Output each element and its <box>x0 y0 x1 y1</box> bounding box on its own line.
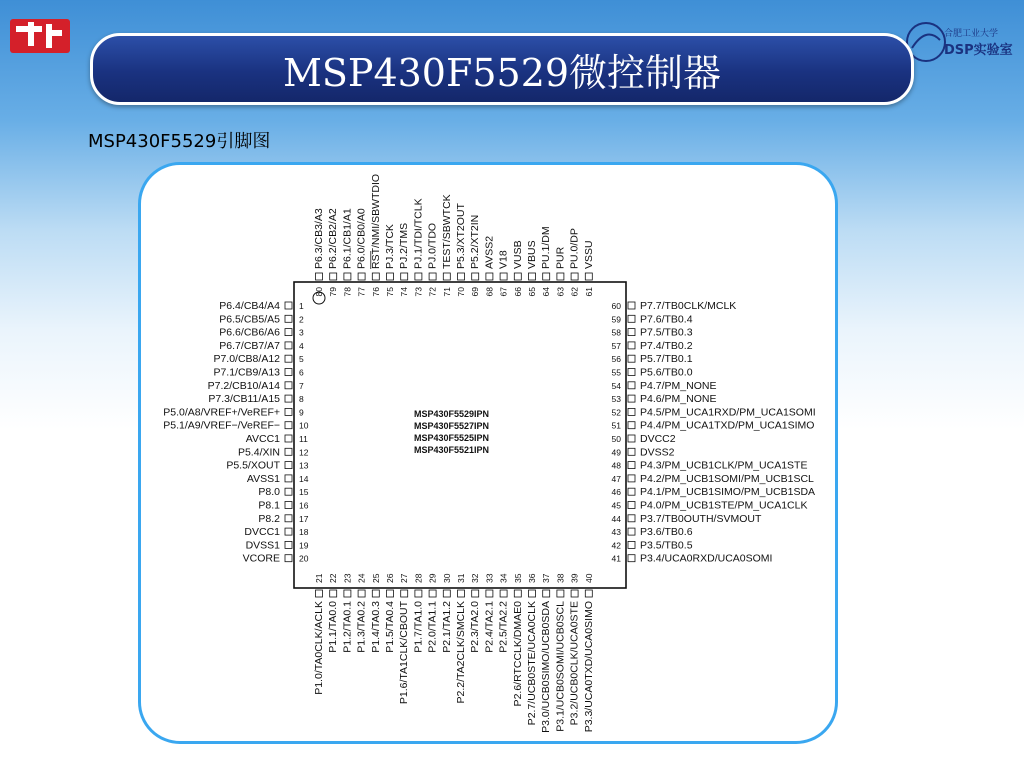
pin-pad <box>628 541 635 548</box>
pin-number-top: 66 <box>512 287 523 297</box>
slide-subtitle: MSP430F5529引脚图 <box>88 131 271 152</box>
pin-pad <box>543 273 550 280</box>
pin-pad <box>628 315 635 322</box>
pin-label-right: P4.5/PM_UCA1RXD/PM_UCA1SOMI <box>640 406 816 419</box>
pin-label-right: DVSS2 <box>640 446 675 459</box>
pin-number-bottom: 27 <box>399 573 410 583</box>
pin-number-left: 19 <box>299 540 309 551</box>
pin-number-top: 68 <box>484 287 495 297</box>
pin-number-right: 60 <box>611 301 621 311</box>
pin-number-bottom: 21 <box>314 573 324 583</box>
pin-label-top: P6.1/CB1/A1 <box>341 208 354 269</box>
pin-label-right: P7.5/TB0.3 <box>640 326 693 339</box>
pin-pad <box>344 590 351 597</box>
pin-pad <box>500 273 507 280</box>
pin-number-right: 58 <box>611 327 621 338</box>
pin-number-bottom: 31 <box>456 573 466 583</box>
pin-label-left: P7.0/CB8/A12 <box>213 353 280 366</box>
pin-number-right: 45 <box>611 500 621 511</box>
pin-label-top: PJ.1/TDI/TCLK <box>412 198 425 269</box>
pin-pad <box>316 273 323 280</box>
pin-pad <box>628 528 635 535</box>
pin-label-bottom: P1.0/TA0CLK/ACLK <box>313 601 325 695</box>
pin-label-left: DVSS1 <box>245 539 280 552</box>
pin-number-top: 69 <box>470 287 481 297</box>
pin-label-left: VCORE <box>242 552 280 565</box>
pin-pad <box>401 273 408 280</box>
pin-pad <box>529 590 536 597</box>
pin-number-right: 51 <box>611 420 621 431</box>
pin-pad <box>628 355 635 362</box>
pin-label-right: P5.6/TB0.0 <box>640 366 693 379</box>
pin-label-right: P4.4/PM_UCA1TXD/PM_UCA1SIMO <box>640 419 815 432</box>
pin-number-top: 75 <box>385 287 395 297</box>
pin-label-bottom: P2.4/TA2.1 <box>483 601 496 653</box>
pin-label-top: P6.2/CB2/A2 <box>327 208 340 269</box>
pin-pad <box>285 502 292 509</box>
pin-number-right: 43 <box>611 527 621 538</box>
pin-pad <box>514 273 521 280</box>
pin-number-left: 1 <box>299 301 304 311</box>
pin-number-bottom: 30 <box>441 573 452 583</box>
pin-number-right: 55 <box>611 367 621 378</box>
pin-pad <box>628 342 635 349</box>
pin-number-left: 3 <box>299 327 304 338</box>
pin-pad <box>500 590 507 597</box>
logo-line1: 合肥工业大学 <box>944 29 999 39</box>
pin-pad <box>401 590 408 597</box>
pin-label-right: P3.5/TB0.5 <box>640 539 693 552</box>
pin-pad <box>443 590 450 597</box>
pin-label-left: AVCC1 <box>245 433 280 445</box>
pin-pad <box>344 273 351 280</box>
pin-pad <box>628 395 635 402</box>
pin-number-bottom: 40 <box>583 573 594 583</box>
pin-label-top: AVSS2 <box>483 235 496 269</box>
pin-pad <box>285 369 292 376</box>
pin-pad <box>285 555 292 562</box>
pin-number-bottom: 25 <box>370 573 381 583</box>
pin-label-bottom: P2.0/TA1.1 <box>426 601 439 653</box>
pin-number-left: 9 <box>299 407 304 418</box>
pin-label-left: P5.4/XIN <box>237 446 280 459</box>
pin-pad <box>285 355 292 362</box>
pin-label-bottom: P2.2/TA2CLK/SMCLK <box>455 601 467 704</box>
pin-number-top: 65 <box>527 287 537 297</box>
pin-label-top: VSSU <box>582 240 595 269</box>
pin-label-left: P5.0/A8/VREF+/VeREF+ <box>163 406 280 419</box>
pin-number-left: 13 <box>299 460 309 471</box>
pin-number-left: 18 <box>299 527 309 538</box>
pin-number-bottom: 32 <box>470 573 481 583</box>
pin-pad <box>486 273 493 280</box>
pin-pad <box>628 422 635 429</box>
pin-number-left: 17 <box>299 513 309 524</box>
pin-number-top: 71 <box>441 287 452 297</box>
pinout-diagram <box>141 165 835 741</box>
pin-label-bottom: P2.5/TA2.2 <box>497 601 510 653</box>
university-logo <box>8 16 76 56</box>
pin-pad <box>628 475 635 482</box>
part-number: MSP430F5525IPN <box>414 433 490 443</box>
pin-pad <box>585 273 592 280</box>
pin-pad <box>486 590 493 597</box>
pin-label-top: PUR <box>554 246 567 269</box>
pin-number-right: 48 <box>611 460 621 471</box>
pin-pad <box>458 273 465 280</box>
pin-pad <box>429 273 436 280</box>
pin-number-bottom: 34 <box>498 573 509 583</box>
pin-number-right: 52 <box>611 407 621 418</box>
dsp-lab-logo <box>904 18 1016 66</box>
pinout-diagram-frame <box>138 162 838 744</box>
pin-label-left: P5.1/A9/VREF−/VeREF− <box>163 419 280 432</box>
pin-pad <box>557 273 564 280</box>
pin-label-right: P4.7/PM_NONE <box>640 379 717 392</box>
pin-label-left: DVCC1 <box>244 526 280 539</box>
pin-label-left: P8.0 <box>258 486 280 499</box>
pin-label-left: P7.1/CB9/A13 <box>213 366 280 379</box>
pin-label-top: PU.1/DM <box>540 226 553 269</box>
pin-pad <box>628 555 635 562</box>
pin-label-left: AVSS1 <box>246 472 280 485</box>
pin-label-bottom: P1.5/TA0.4 <box>384 601 396 653</box>
pin-pad <box>285 382 292 389</box>
pin-label-right: P5.7/TB0.1 <box>640 353 693 366</box>
pin-pad <box>429 590 436 597</box>
pin-number-top: 76 <box>370 287 381 297</box>
pin-pad <box>285 448 292 455</box>
pin-label-right: P3.4/UCA0RXD/UCA0SOMI <box>640 552 773 565</box>
pin-number-top: 70 <box>456 287 466 297</box>
pin-number-top: 62 <box>569 287 580 297</box>
pin-label-top: P5.3/XT2OUT <box>455 203 467 269</box>
pin-label-bottom: P3.0/UCB0SIMO/UCB0SDA <box>540 601 553 733</box>
pin-number-right: 44 <box>611 513 621 524</box>
pin-pad <box>372 273 379 280</box>
pin-number-left: 5 <box>299 354 304 365</box>
pin-number-right: 47 <box>611 473 621 484</box>
slide-title: MSP430F5529微控制器 <box>282 50 722 95</box>
pin-number-bottom: 24 <box>356 573 367 583</box>
pin-label-top: PJ.3/TCK <box>384 224 396 269</box>
pin-number-top: 67 <box>498 287 509 297</box>
pin-label-right: P4.6/PM_NONE <box>640 393 717 406</box>
pin-label-left: P6.4/CB4/A4 <box>219 300 280 312</box>
pin-label-bottom: P2.3/TA2.0 <box>469 601 482 653</box>
pin-number-top: 63 <box>555 287 566 297</box>
pin-number-right: 59 <box>611 314 621 325</box>
pin-number-top: 79 <box>328 287 339 297</box>
pin-label-bottom: P1.3/TA0.2 <box>355 601 368 653</box>
pin-number-left: 4 <box>299 340 304 351</box>
pin-number-bottom: 28 <box>413 573 424 583</box>
pin-pad <box>472 590 479 597</box>
pin-label-left: P6.5/CB5/A5 <box>219 313 280 326</box>
pin-label-right: P3.7/TB0OUTH/SVMOUT <box>640 512 762 525</box>
pin-pad <box>415 590 422 597</box>
pin-pad <box>443 273 450 280</box>
pin-pad <box>285 329 292 336</box>
pin-pad <box>472 273 479 280</box>
pin-number-right: 50 <box>611 434 621 444</box>
pin-number-right: 41 <box>611 553 621 564</box>
pin-label-bottom: P1.7/TA1.0 <box>412 601 425 653</box>
pin-pad <box>285 435 292 442</box>
pin-number-left: 7 <box>299 380 304 391</box>
pin-pad <box>285 422 292 429</box>
pin-pad <box>557 590 564 597</box>
pin-pad <box>529 273 536 280</box>
pin-number-left: 15 <box>299 487 309 498</box>
pin-label-bottom: P1.4/TA0.3 <box>369 601 382 653</box>
pin-number-top: 78 <box>342 287 353 297</box>
pin-number-left: 8 <box>299 394 304 405</box>
pin-pad <box>285 528 292 535</box>
pin-number-top: 80 <box>314 287 324 297</box>
pin-pad <box>628 448 635 455</box>
pin-number-top: 61 <box>583 287 594 297</box>
pin-number-bottom: 33 <box>484 573 495 583</box>
pin-pad <box>628 462 635 469</box>
pin-number-bottom: 22 <box>328 573 339 583</box>
pin-number-bottom: 26 <box>385 573 395 583</box>
pin-pad <box>628 329 635 336</box>
pin-label-left: P8.1 <box>258 499 280 512</box>
pin-label-top: VUSB <box>511 240 524 269</box>
pin-label-bottom: P2.1/TA1.2 <box>440 601 453 653</box>
pin-label-top: P5.2/XT2IN <box>469 214 482 269</box>
pin-number-bottom: 39 <box>569 573 580 583</box>
pin-pad <box>285 515 292 522</box>
pin-label-bottom: P1.6/TA1CLK/CBOUT <box>398 601 411 705</box>
pin-label-right: P7.7/TB0CLK/MCLK <box>640 300 737 312</box>
pin-number-bottom: 36 <box>527 573 537 583</box>
pin-number-left: 10 <box>299 420 309 431</box>
pin-number-left: 20 <box>299 553 309 564</box>
pin-number-top: 64 <box>541 287 552 297</box>
pin-label-bottom: P1.1/TA0.0 <box>327 601 340 653</box>
pin-label-bottom: P3.3/UCA0TXD/UCA0SIMO <box>582 601 595 733</box>
pin-pad <box>628 382 635 389</box>
pin-label-right: P3.6/TB0.6 <box>640 526 693 539</box>
pin-number-left: 6 <box>299 367 304 378</box>
pin-pad <box>285 315 292 322</box>
pin-pad <box>285 541 292 548</box>
pin-label-bottom: P1.2/TA0.1 <box>341 601 354 653</box>
pin-number-top: 77 <box>356 287 367 297</box>
pin-pad <box>285 302 292 309</box>
pin-number-bottom: 29 <box>427 573 438 583</box>
pin-number-right: 46 <box>611 487 621 498</box>
title-bar <box>90 33 914 105</box>
pin-label-bottom: P2.6/RTCCLK/DMAE0 <box>511 601 524 707</box>
pin-label-left: P6.6/CB6/A6 <box>219 326 280 339</box>
pin-pad <box>285 488 292 495</box>
pin-pad <box>585 590 592 597</box>
pin-pad <box>628 369 635 376</box>
pin-pad <box>285 475 292 482</box>
pin-label-right: P4.2/PM_UCB1SOMI/PM_UCB1SCL <box>640 472 814 485</box>
pin-label-right: P4.1/PM_UCB1SIMO/PM_UCB1SDA <box>640 486 816 499</box>
pin-number-bottom: 37 <box>541 573 552 583</box>
pin-label-left: P7.3/CB11/A15 <box>208 393 280 406</box>
pin-number-right: 42 <box>611 540 621 551</box>
pin-pad <box>285 408 292 415</box>
pin-number-left: 12 <box>299 447 309 458</box>
pin-number-right: 49 <box>611 447 621 458</box>
pin-label-bottom: P3.2/UCB0CLK/UCA0STE <box>568 601 581 726</box>
pin-number-right: 53 <box>611 394 621 405</box>
pin-number-left: 14 <box>299 473 309 484</box>
pin-number-left: 2 <box>299 314 304 325</box>
pin-label-bottom: P3.1/UCB0SOMI/UCB0SCL <box>554 601 567 732</box>
pin-pad <box>628 408 635 415</box>
pin-number-bottom: 23 <box>342 573 353 583</box>
pin-pad <box>628 435 635 442</box>
pin-label-top: V18 <box>497 250 510 269</box>
pin-label-top: PU.0/DP <box>568 228 581 269</box>
pin-pad <box>330 590 337 597</box>
pin-pad <box>387 273 394 280</box>
pin-label-top: RST/NMI/SBWTDIO <box>369 173 382 269</box>
pin-pad <box>358 590 365 597</box>
pin-number-top: 73 <box>413 287 424 297</box>
pin-label-top: TEST/SBWTCK <box>440 194 453 269</box>
pin-pad <box>415 273 422 280</box>
part-number: MSP430F5521IPN <box>414 445 490 455</box>
pin-number-right: 57 <box>611 340 621 351</box>
pin-pad <box>316 590 323 597</box>
pin-pad <box>628 302 635 309</box>
pin-number-left: 11 <box>299 434 308 444</box>
pin-pad <box>285 395 292 402</box>
pin-label-left: P7.2/CB10/A14 <box>207 379 280 392</box>
pin-number-top: 74 <box>399 287 410 297</box>
pin-number-bottom: 35 <box>512 573 523 583</box>
pin-label-right: P7.6/TB0.4 <box>640 313 693 326</box>
pin-pad <box>458 590 465 597</box>
pin-pad <box>571 273 578 280</box>
pin-label-top: PJ.2/TMS <box>398 222 411 269</box>
pin-number-top: 72 <box>427 287 438 297</box>
pin-pad <box>628 515 635 522</box>
pin-pad <box>628 488 635 495</box>
pin-label-right: P7.4/TB0.2 <box>640 339 693 352</box>
pin-pad <box>330 273 337 280</box>
pin-pad <box>628 502 635 509</box>
pin-number-bottom: 38 <box>555 573 566 583</box>
pin-number-right: 54 <box>611 380 621 391</box>
pin-number-left: 16 <box>299 500 309 511</box>
pin-label-top: P6.3/CB3/A3 <box>313 208 325 269</box>
pin-label-top: VBUS <box>526 240 538 269</box>
pin-label-left: P6.7/CB7/A7 <box>219 339 280 352</box>
pin-pad <box>387 590 394 597</box>
pin-pad <box>514 590 521 597</box>
pin-pad <box>571 590 578 597</box>
pin-pad <box>372 590 379 597</box>
pin-label-right: DVCC2 <box>640 433 676 445</box>
pin-label-right: P4.3/PM_UCB1CLK/PM_UCA1STE <box>640 459 808 472</box>
pin-label-bottom: P2.7/UCB0STE/UCA0CLK <box>526 601 538 726</box>
pin-label-left: P8.2 <box>258 512 280 525</box>
pin-pad <box>358 273 365 280</box>
pin-number-right: 56 <box>611 354 621 365</box>
pin-label-top: PJ.0/TDO <box>426 222 439 269</box>
pin-pad <box>285 342 292 349</box>
pin-pad <box>285 462 292 469</box>
pin-label-top: P6.0/CB0/A0 <box>355 208 368 269</box>
pin-label-left: P5.5/XOUT <box>226 459 280 472</box>
logo-line2: DSP实验室 <box>944 43 1013 58</box>
part-number: MSP430F5529IPN <box>414 409 490 419</box>
pin-pad <box>543 590 550 597</box>
part-number: MSP430F5527IPN <box>414 421 490 431</box>
pin-label-right: P4.0/PM_UCB1STE/PM_UCA1CLK <box>640 499 808 512</box>
